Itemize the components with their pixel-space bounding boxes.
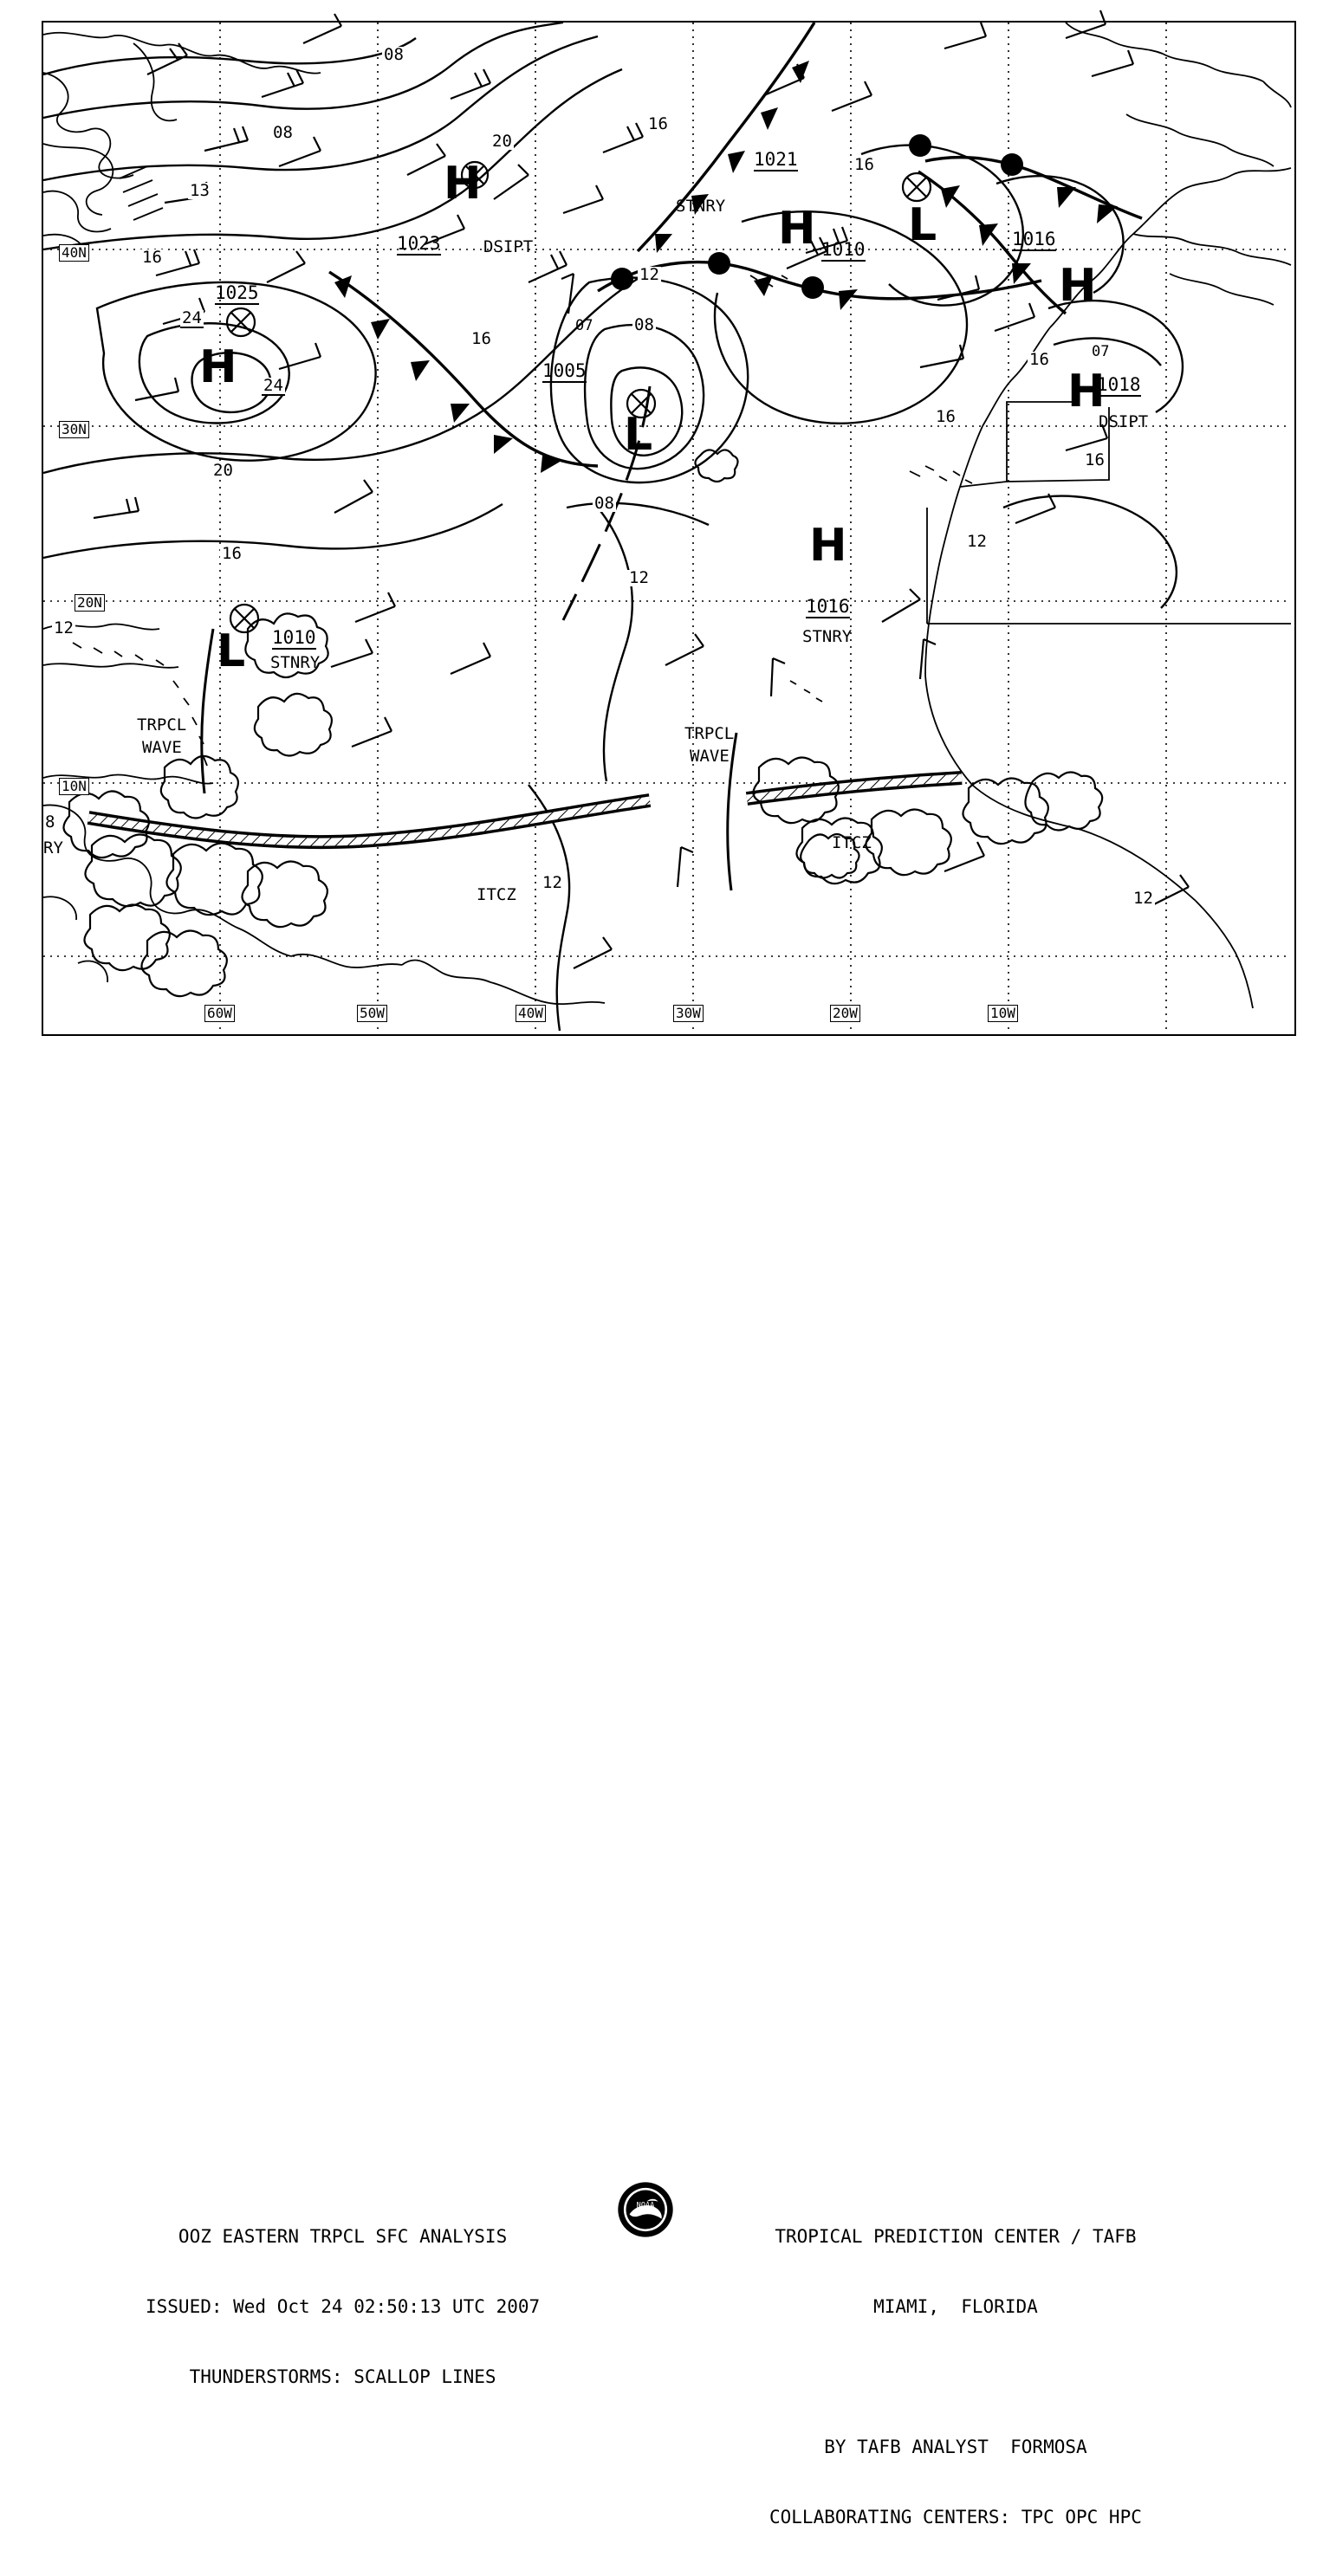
isobar-value: 16 bbox=[1029, 350, 1049, 369]
lon-label-60w: 60W bbox=[204, 1005, 235, 1022]
pressure-1023: 1023 bbox=[397, 233, 441, 254]
footer-left-text bbox=[146, 2178, 540, 2436]
front-cold-4 bbox=[909, 134, 1142, 223]
lat-label-20n: 20N bbox=[75, 594, 105, 612]
footer-title: OOZ EASTERN TRPCL SFC ANALYSIS bbox=[178, 2226, 508, 2247]
isobar-value: 12 bbox=[967, 532, 987, 551]
high-center-1018: H bbox=[1067, 366, 1106, 417]
isobar-value: 20 bbox=[492, 132, 512, 151]
footer-thunderstorms: THUNDERSTORMS: SCALLOP LINES bbox=[189, 2366, 496, 2387]
lat-label-40n: 40N bbox=[59, 244, 89, 262]
pressure-1016: 1016 bbox=[806, 596, 850, 617]
coastlines bbox=[43, 23, 1291, 1008]
isobar-value: 12 bbox=[629, 568, 649, 587]
isobar-value: 16 bbox=[142, 248, 162, 267]
noaa-logo-icon bbox=[617, 2181, 674, 2238]
tropical-wave-label-1a: TRPCL bbox=[137, 715, 187, 735]
isobar-value: 08 bbox=[384, 45, 404, 64]
lon-label-50w: 50W bbox=[357, 1005, 387, 1022]
isobar-value: 20 bbox=[213, 461, 233, 480]
isobar-value: 12 bbox=[639, 265, 659, 284]
isobar-label-07: 07 bbox=[575, 317, 593, 334]
lon-label-30w: 30W bbox=[673, 1005, 704, 1022]
isobar-value: 16 bbox=[471, 329, 491, 348]
isobar-value: 13 bbox=[190, 181, 210, 200]
isobar-value: 16 bbox=[1085, 450, 1105, 469]
lon-label-20w: 20W bbox=[830, 1005, 860, 1022]
isobar-value: 16 bbox=[936, 407, 956, 426]
front-label-dsipt-2: DSIPT bbox=[1099, 412, 1149, 431]
footer-collaborating: COLLABORATING CENTERS: TPC OPC HPC bbox=[769, 2507, 1142, 2527]
front-label-dsipt-1: DSIPT bbox=[483, 237, 534, 256]
front-label-stnry-1: STNRY bbox=[676, 197, 726, 216]
itcz-band bbox=[88, 778, 962, 842]
isobar-value: 24 bbox=[182, 308, 202, 327]
isobar-value: 8 bbox=[45, 812, 55, 832]
low-center-1010: L bbox=[217, 625, 246, 677]
isobar-value: 24 bbox=[263, 376, 283, 395]
isobar-value: 08 bbox=[634, 315, 654, 334]
tropical-wave-label-1b: WAVE bbox=[142, 738, 182, 757]
high-center-1025: H bbox=[199, 341, 237, 393]
lon-label-40w: 40W bbox=[516, 1005, 546, 1022]
isobar-value: 16 bbox=[648, 114, 668, 133]
pressure-1010: 1010 bbox=[272, 627, 316, 648]
footer-right-text bbox=[769, 2178, 1142, 2576]
footer-spacer bbox=[769, 2366, 1142, 2389]
isobar-value: 16 bbox=[854, 155, 874, 174]
footer bbox=[0, 1074, 1336, 2527]
isobar-value: 08 bbox=[594, 494, 614, 513]
isobar-value: 12 bbox=[1133, 889, 1153, 908]
high-center-1023: H bbox=[444, 158, 482, 210]
pressure-1016-ne: 1016 bbox=[1012, 229, 1056, 249]
footer-center-city: MIAMI, FLORIDA bbox=[873, 2296, 1038, 2317]
itcz-label-1: ITCZ bbox=[477, 885, 516, 904]
isobar-value: 12 bbox=[54, 618, 74, 638]
high-center-ne: H bbox=[1059, 260, 1097, 312]
tropical-wave-label-2a: TRPCL bbox=[684, 724, 735, 743]
weather-map bbox=[42, 21, 1296, 1036]
low-center-1005: L bbox=[624, 409, 653, 461]
lat-label-30n: 30N bbox=[59, 421, 89, 438]
pressure-1010-east: 1010 bbox=[821, 239, 866, 260]
low-center-east: L bbox=[908, 199, 937, 251]
map-graphics bbox=[43, 23, 1291, 1031]
footer-analyst: BY TAFB ANALYST FORMOSA bbox=[824, 2437, 1087, 2457]
footer-issued: ISSUED: Wed Oct 24 02:50:13 UTC 2007 bbox=[146, 2296, 541, 2317]
lat-label-10n: 10N bbox=[59, 778, 89, 795]
wind-barbs bbox=[94, 10, 1189, 968]
itcz-label-2: ITCZ bbox=[832, 833, 872, 852]
noaa-logo-text: NOAA bbox=[636, 2201, 655, 2210]
high-center-1021: H bbox=[778, 203, 816, 255]
lon-label-10w: 10W bbox=[988, 1005, 1018, 1022]
graticule bbox=[43, 23, 1291, 1031]
front-label-stnry-3: STNRY bbox=[802, 627, 853, 646]
isobar-value: 12 bbox=[542, 873, 562, 892]
pressure-1018: 1018 bbox=[1097, 374, 1141, 395]
footer-center-name: TROPICAL PREDICTION CENTER / TAFB bbox=[775, 2226, 1137, 2247]
isobar-value: 08 bbox=[273, 123, 293, 142]
front-label-stnry-2: STNRY bbox=[270, 653, 321, 672]
high-center-1016: H bbox=[809, 520, 847, 572]
isobar-label-07-east: 07 bbox=[1092, 343, 1110, 360]
isobar-value: 16 bbox=[222, 544, 242, 563]
pressure-1021: 1021 bbox=[754, 149, 798, 170]
pressure-1005: 1005 bbox=[542, 360, 587, 381]
pressure-1025: 1025 bbox=[215, 282, 259, 303]
partial-label-ry: RY bbox=[43, 838, 63, 858]
tropical-wave-label-2b: WAVE bbox=[690, 747, 730, 766]
